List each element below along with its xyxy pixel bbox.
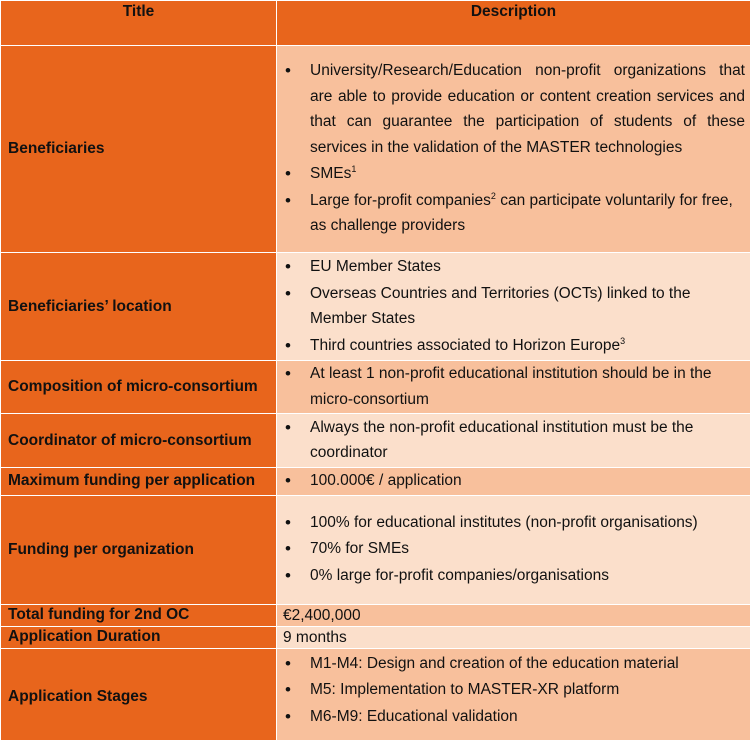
footnote-marker: 1: [351, 164, 357, 175]
row-description: [277, 604, 750, 626]
row-value: 9 months: [283, 628, 347, 646]
row-title: Composition of micro-consortium: [1, 361, 277, 414]
row-description: [277, 468, 750, 496]
list-item: • Overseas Countries and Territories (OCTs) linked to the Member States: [277, 281, 745, 332]
table-row-location: [1, 253, 750, 361]
table-row-beneficiaries: [1, 46, 750, 253]
table-row-max-funding: [1, 468, 750, 496]
list-item: • EU Member States: [277, 254, 745, 280]
list-item-text: Large for-profit companies: [310, 191, 491, 209]
footnote-marker: 2: [490, 190, 496, 201]
row-title: Maximum funding per application: [1, 468, 277, 496]
row-title: Beneficiaries: [1, 46, 277, 253]
table-row-total-funding: [1, 604, 750, 626]
row-title: Application Duration: [1, 626, 277, 648]
list-item: • University/Research/Education non-profit organizations that are able to provide education or content creation services and that can guarantee the participation of students of these services in the validation of the MASTER technologies: [277, 58, 745, 160]
list-item: • M6-M9: Educational validation: [277, 704, 745, 730]
row-description: [277, 361, 750, 414]
row-title: Total funding for 2nd OC: [1, 604, 277, 626]
table-row-duration: [1, 626, 750, 648]
footnote-marker: 3: [620, 335, 626, 346]
bullet-list: [277, 510, 745, 589]
row-description: [277, 253, 750, 361]
list-item: • Always the non-profit educational institution must be the coordinator: [277, 415, 745, 466]
row-title: Coordinator of micro-consortium: [1, 414, 277, 468]
row-title: Funding per organization: [1, 495, 277, 604]
list-item: • At least 1 non-profit educational institution should be in the micro-consortium: [277, 361, 745, 412]
table-header-row: [1, 1, 750, 46]
row-title: Application Stages: [1, 648, 277, 740]
list-item: [277, 333, 745, 359]
table-row-funding-per-org: [1, 495, 750, 604]
bullet-list: [277, 415, 745, 466]
list-item: • 100.000€ / application: [277, 468, 745, 494]
table-row-coordinator: [1, 414, 750, 468]
header-title: Title: [1, 1, 277, 46]
row-title: Beneficiaries’ location: [1, 253, 277, 361]
header-description: Description: [277, 1, 750, 46]
row-description: [277, 648, 750, 740]
row-description: [277, 46, 750, 253]
bullet-list: [277, 361, 745, 412]
table-row-stages: [1, 648, 750, 740]
list-item: • 100% for educational institutes (non-profit organisations): [277, 510, 745, 536]
bullet-list: [277, 58, 745, 239]
list-item: • 70% for SMEs: [277, 536, 745, 562]
row-value: €2,400,000: [283, 606, 361, 624]
row-description: [277, 495, 750, 604]
list-item: • M5: Implementation to MASTER-XR platform: [277, 677, 745, 703]
list-item-text: can participate voluntarily for free, as challenge providers: [310, 191, 733, 235]
list-item-text: SMEs: [310, 165, 352, 183]
row-description: [277, 626, 750, 648]
list-item: • M1-M4: Design and creation of the education material: [277, 651, 745, 677]
bullet-list: [277, 649, 745, 730]
bullet-list: [277, 254, 745, 358]
table-row-composition: [1, 361, 750, 414]
list-item: • 0% large for-profit companies/organisations: [277, 563, 745, 589]
list-item: [277, 161, 745, 187]
list-item-text: Third countries associated to Horizon Europe: [310, 336, 621, 354]
row-description: [277, 414, 750, 468]
bullet-list: [277, 468, 745, 494]
list-item: [277, 188, 745, 239]
